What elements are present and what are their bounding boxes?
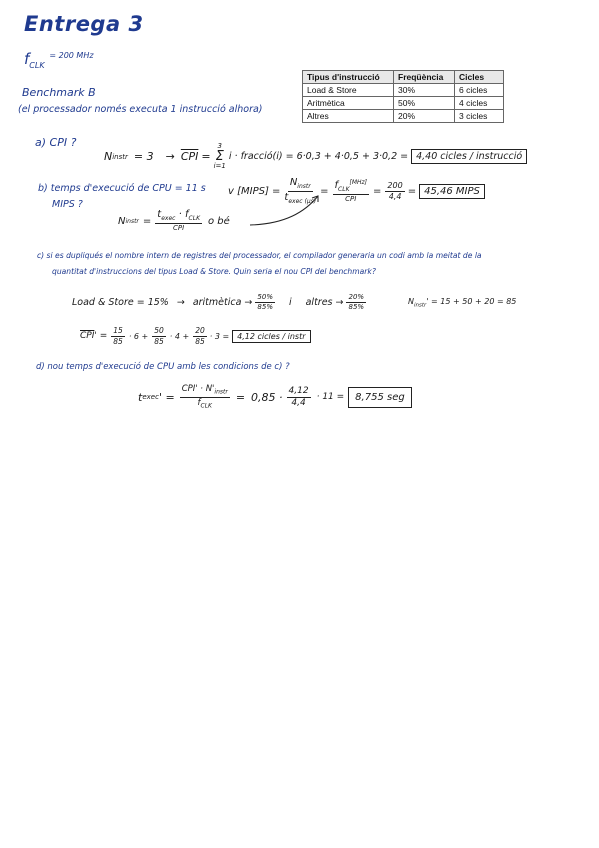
frac-den: 85	[113, 336, 123, 346]
frac-num-sub: exec	[161, 215, 176, 222]
cell-cycles: 4 cicles	[455, 97, 504, 110]
fclk-sub: CLK	[29, 61, 45, 70]
frac-den-sub: CLK	[200, 402, 212, 410]
texec-sub: exec	[142, 393, 159, 402]
ninstr-sub: instr	[112, 152, 128, 161]
frac-num-sub2: CLK	[188, 215, 200, 222]
answer-b-result: 45,46 MIPS	[419, 184, 485, 199]
answer-c-ninstr	[408, 297, 516, 309]
equals-symbol: =	[235, 390, 246, 404]
answer-d-line	[138, 385, 412, 409]
sum-top: 3	[217, 142, 222, 150]
cell-cycles: 3 cicles	[455, 110, 504, 123]
frac-num-sub: CLK	[338, 186, 350, 193]
frac-den-sub: exec (μs)	[288, 198, 317, 205]
cell-cycles: 6 cicles	[455, 84, 504, 97]
question-a-label: a) CPI ?	[35, 136, 77, 149]
ninstr-symbol: N	[104, 150, 113, 163]
frac-num: f	[334, 180, 339, 191]
cpi-prime: ' =	[94, 331, 108, 341]
term3-mul: · 3 =	[209, 331, 230, 341]
frac-num-sub: instr	[297, 183, 311, 190]
frac-den: 4,4	[291, 397, 306, 408]
answer-b-mips-line	[228, 178, 485, 205]
frac-num: 20	[195, 326, 205, 335]
frac-num-unit: [MHz]	[349, 179, 368, 186]
fraction-412-44	[287, 387, 311, 408]
altres-label: altres →	[305, 297, 344, 308]
answer-c-result: 4,12 cicles / instr	[232, 330, 310, 343]
term1-mul: · 6 +	[128, 331, 149, 341]
cell-freq: 50%	[394, 97, 455, 110]
answer-c-freq-line	[72, 294, 366, 311]
benchmark-note: (el processador només executa 1 instrucció alhora)	[18, 104, 263, 115]
frac-num: 50	[154, 326, 164, 335]
mips-lhs: v [MIPS] =	[228, 186, 281, 197]
equals-symbol: =	[142, 215, 152, 227]
texec-symbol: t	[138, 390, 143, 404]
cell-freq: 20%	[394, 110, 455, 123]
frac-den: t	[284, 192, 289, 203]
fraction-arit	[255, 294, 275, 311]
alternative-label: o bé	[208, 215, 230, 227]
frac-num: 20%	[348, 293, 365, 301]
cpi-expression: i · fracció(i) = 6·0,3 + 4·0,5 + 3·0,2 =	[228, 151, 409, 162]
col-header-freq: Freqüència	[394, 71, 455, 84]
table-row	[303, 110, 504, 123]
fraction-texec-fclk-cpi	[155, 210, 202, 232]
sum-sign: Σ	[215, 149, 224, 164]
answer-b-ninstr-line	[118, 210, 230, 232]
ninstr-sub: instr	[125, 217, 139, 225]
col-header-type: Tipus d'instrucció	[303, 71, 394, 84]
frac-num: CPI' · N'	[181, 384, 215, 394]
table-row	[303, 97, 504, 110]
frac-num: 50%	[257, 293, 273, 301]
cell-freq: 30%	[394, 84, 455, 97]
table-header-row	[303, 71, 504, 84]
frac-den: CPI	[345, 195, 357, 203]
coefficient: 0,85 ·	[251, 390, 283, 404]
frac-den: 85	[195, 336, 205, 346]
fraction-term2	[152, 327, 166, 345]
frac-num-sub: instr	[214, 388, 228, 396]
question-b-label: b) temps d'execució de CPU = 11 s	[38, 183, 206, 194]
ninstr-rest: ' = 15 + 50 + 20 = 85	[426, 297, 517, 306]
ninstr-symbol: N	[408, 297, 414, 306]
cpi-symbol: $\overline{CPI}$	[80, 331, 95, 341]
texec-prime: ' =	[158, 390, 175, 404]
tail-mul: · 11 =	[316, 392, 345, 403]
cell-type: Aritmètica	[303, 97, 394, 110]
ninstr-sub: instr	[413, 302, 427, 309]
frac-num: N	[289, 177, 298, 188]
loadstore-freq: Load & Store = 15%	[72, 297, 169, 308]
ninstr-symbol: N	[118, 215, 126, 227]
equals-symbol: =	[320, 186, 329, 197]
question-b-label2: MIPS ?	[52, 199, 83, 210]
fclk-value: = 200 MHz	[49, 51, 94, 60]
page-title: Entrega 3	[24, 12, 144, 36]
equals-symbol: =	[407, 186, 417, 197]
question-d-label: d) nou temps d'execució de CPU amb les condicions de c) ?	[36, 362, 290, 372]
benchmark-name: Benchmark B	[22, 86, 96, 99]
frac-den: 4,4	[388, 192, 402, 201]
cell-type: Altres	[303, 110, 394, 123]
frac-num-rest: · f	[178, 209, 189, 220]
cell-type: Load & Store	[303, 84, 394, 97]
equals-symbol: =	[373, 186, 382, 197]
frac-den: 85%	[257, 303, 273, 311]
fclk-line	[24, 50, 94, 70]
frac-num: 15	[113, 326, 123, 335]
fraction-fclk-cpi	[333, 180, 370, 203]
fraction-200-44	[385, 182, 404, 201]
and-symbol: i	[288, 297, 292, 308]
cpi-symbol: $\overline{CPI}$	[180, 150, 199, 163]
arrow-symbol: →	[176, 297, 185, 308]
fraction-cpi-ninstr-fclk	[180, 385, 230, 409]
term2-mul: · 4 +	[169, 331, 190, 341]
fclk-symbol: f	[24, 50, 30, 68]
frac-den: 85	[154, 336, 164, 346]
sum-bottom: i=1	[213, 162, 226, 170]
arrow-symbol: →	[165, 150, 175, 163]
frac-den: f	[197, 397, 201, 408]
answer-d-result: 8,755 seg	[348, 387, 412, 408]
fraction-ninstr-texec	[284, 178, 316, 205]
frac-den: CPI	[173, 224, 185, 232]
question-c-text1: c) si es dupliqués el nombre intern de registres del processador, el compilador generaria un codi amb la meitat de la	[37, 251, 482, 260]
fraction-term1	[111, 327, 125, 345]
frac-den: 85%	[348, 303, 365, 311]
question-c-text2: quantitat d'instruccions del tipus Load & Store. Quin seria el nou CPI del benchmark?	[52, 267, 376, 276]
answer-c-cpi-line	[80, 327, 311, 345]
fraction-term3	[193, 327, 207, 345]
fraction-altres	[346, 294, 366, 311]
answer-a-result: 4,40 cicles / instrucció	[411, 149, 527, 164]
col-header-cycles: Cicles	[455, 71, 504, 84]
ninstr-value: = 3	[133, 150, 154, 163]
arit-label: aritmètica →	[192, 297, 253, 308]
answer-a-line	[104, 143, 527, 170]
instruction-table	[302, 70, 504, 123]
frac-num: 4,12	[288, 385, 309, 396]
frac-num: t	[157, 209, 162, 220]
frac-num: 200	[387, 181, 403, 190]
equals-symbol: =	[201, 150, 211, 163]
table-row	[303, 84, 504, 97]
summation	[214, 143, 226, 170]
